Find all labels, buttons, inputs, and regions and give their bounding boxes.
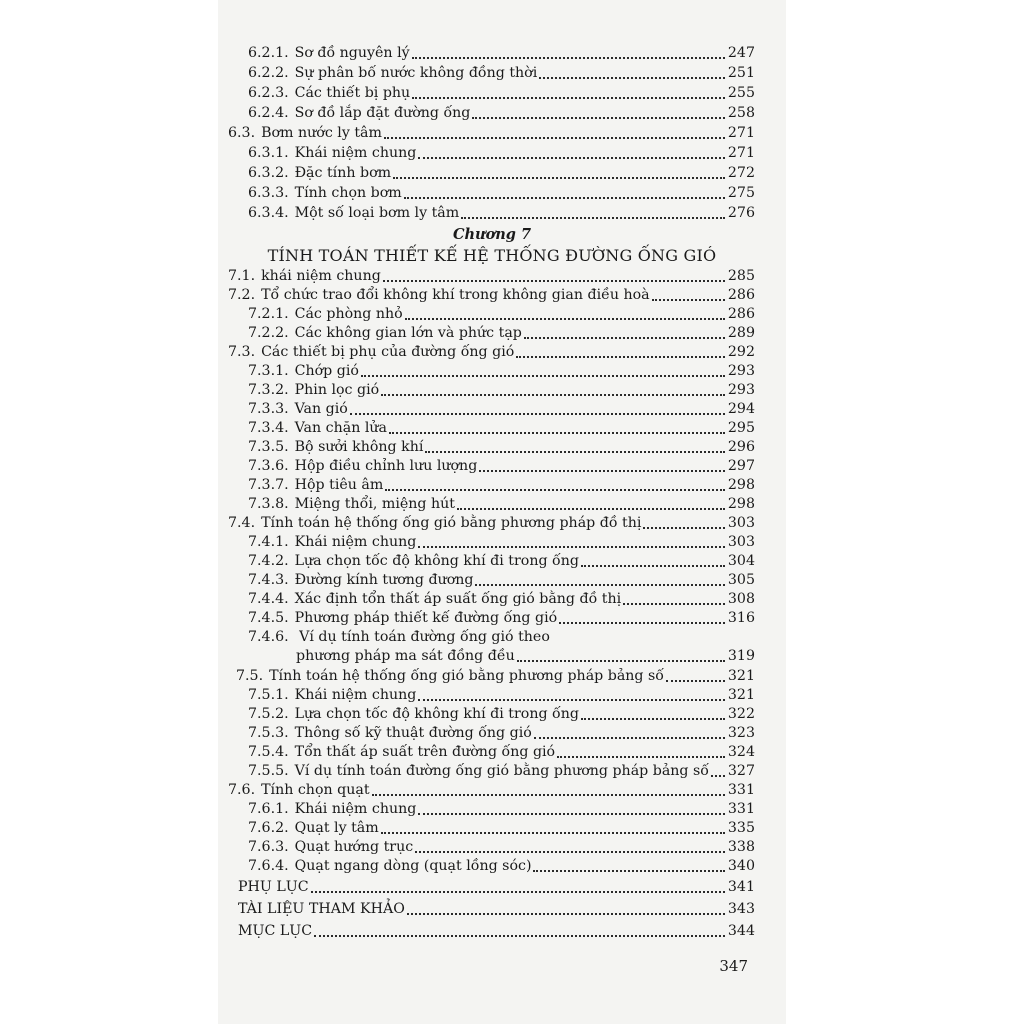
toc-title: Đường kính tương đương [294,572,474,588]
toc-title: Đặc tính bơm [294,165,392,181]
leader-dots [418,143,725,159]
toc-page: 285 [727,268,755,284]
toc-title: phương pháp ma sát đồng đều [296,648,515,664]
leader-dots [405,304,725,320]
toc-entry [248,44,755,62]
leader-dots [381,818,725,834]
toc-page: 308 [727,591,755,607]
toc-number: 6.2.3. [248,85,289,101]
toc-page: 296 [727,439,755,455]
toc-title: TÀI LIỆU THAM KHẢO [238,901,405,917]
leader-dots [517,646,725,662]
toc-title: Các không gian lớn và phức tạp [294,325,522,341]
leader-dots [472,103,725,119]
toc-entry [248,204,755,222]
toc-entry [248,686,755,704]
toc-page: 331 [727,801,755,817]
toc-number: 7.4.4. [248,591,289,607]
toc-page: 331 [727,782,755,798]
leader-dots [384,123,725,139]
toc-page: 286 [727,306,755,322]
toc-entry [248,184,755,202]
toc-number: 6.3.2. [248,165,289,181]
leader-dots [418,685,725,701]
toc-entry [228,343,755,361]
toc-page: 293 [727,382,755,398]
toc-title: PHỤ LỤC [238,879,309,895]
toc-page: 327 [727,763,755,779]
toc-number: 7.5.3. [248,725,289,741]
leader-dots [534,723,725,739]
toc-title: Một số loại bơm ly tâm [294,205,460,221]
toc-number: 7.6.4. [248,858,289,874]
toc-page: 303 [727,534,755,550]
toc-number: 7.3.8. [248,496,289,512]
toc-page: 304 [727,553,755,569]
toc-entry [248,84,755,102]
toc-title: Bơm nước ly tâm [261,125,382,141]
toc-title: Các phòng nhỏ [294,306,403,322]
toc-page: 341 [727,879,755,895]
toc-entry [248,609,755,627]
toc-number: 6.3.4. [248,205,289,221]
leader-dots [412,43,725,59]
toc-entry [228,267,755,285]
toc-number: 7.5.4. [248,744,289,760]
toc-title: Thông số kỹ thuật đường ống gió [294,725,532,741]
leader-dots [475,570,725,586]
toc-entry [248,476,755,494]
toc-page: 294 [727,401,755,417]
toc-entry-wrapped-line2 [296,647,755,665]
toc-title: Chớp gió [294,363,359,379]
toc-page: 322 [727,706,755,722]
toc-page: 344 [727,923,755,939]
toc-number: 6.3.1. [248,145,289,161]
toc-page: 255 [727,85,755,101]
toc-number: 7.4. [228,515,256,531]
toc-entry [248,552,755,570]
toc-entry [248,400,755,418]
toc-entry [248,104,755,122]
toc-page: 289 [727,325,755,341]
toc-entry-appendix [238,878,755,896]
toc-entry [248,381,755,399]
toc-title: Khái niệm chung [294,145,417,161]
toc-page: 298 [727,496,755,512]
toc-entry [248,571,755,589]
toc-title: Van chặn lửa [294,420,387,436]
toc-number: 6.3. [228,125,256,141]
toc-title: MỤC LỤC [238,923,313,939]
toc-number: 7.6. [228,782,256,798]
toc-number: 7.3. [228,344,256,360]
leader-dots [311,877,725,893]
leader-dots [381,380,725,396]
leader-dots [643,513,725,529]
toc-entry [248,419,755,437]
toc-number: 7.3.5. [248,439,289,455]
leader-dots [479,456,725,472]
toc-entry [228,286,755,304]
leader-dots [404,183,725,199]
toc-number: 7.4.6. [248,629,289,645]
toc-title: Quạt ngang dòng (quạt lồng sóc) [294,858,532,874]
leader-dots [361,361,725,377]
toc-title: Bộ sưởi không khí [294,439,424,455]
leader-dots [533,856,725,872]
toc-title: Hộp điều chỉnh lưu lượng [294,458,478,474]
toc-entry-references [238,900,755,918]
toc-entry [248,438,755,456]
chapter-label: Chương 7 [452,226,532,243]
toc-number: 7.2.1. [248,306,289,322]
toc-entry [228,514,755,532]
toc-number: 6.2.4. [248,105,289,121]
leader-dots [350,399,725,415]
leader-dots [372,780,725,796]
toc-number: 7.6.1. [248,801,289,817]
toc-page: 251 [727,65,755,81]
toc-number: 7.3.1. [248,363,289,379]
toc-entry [248,838,755,856]
toc-number: 6.2.2. [248,65,289,81]
toc-title: Khái niệm chung [294,801,417,817]
toc-entry [248,457,755,475]
leader-dots [412,83,725,99]
toc-entry [248,800,755,818]
leader-dots [418,799,725,815]
toc-number: 7.3.2. [248,382,289,398]
toc-page: 298 [727,477,755,493]
toc-page: 321 [727,687,755,703]
toc-number: 7.2. [228,287,256,303]
toc-page: 271 [727,125,755,141]
toc-entry [248,743,755,761]
chapter-title: TÍNH TOÁN THIẾT KẾ HỆ THỐNG ĐƯỜNG ỐNG GIÓ [267,246,717,265]
toc-title: Phin lọc gió [294,382,380,398]
toc-title: Tính chọn quạt [261,782,370,798]
leader-dots [516,342,725,358]
toc-title: Tính chọn bơm [294,185,402,201]
toc-title: Phương pháp thiết kế đường ống gió [294,610,558,626]
leader-dots [425,437,725,453]
toc-number: 7.1. [228,268,256,284]
toc-page: 343 [727,901,755,917]
toc-number: 6.3.3. [248,185,289,201]
toc-page: 316 [727,610,755,626]
toc-number: 6.2.1. [248,45,289,61]
leader-dots [314,921,725,937]
toc-title: Lựa chọn tốc độ không khí đi trong ống [294,706,579,722]
toc-entry [248,305,755,323]
toc-title: Tổn thất áp suất trên đường ống gió [294,744,556,760]
toc-title: Quạt hướng trục [294,839,414,855]
toc-page: 297 [727,458,755,474]
toc-title: Quạt ly tâm [294,820,379,836]
toc-page: 335 [727,820,755,836]
toc-number: 7.4.1. [248,534,289,550]
toc-number: 7.4.2. [248,553,289,569]
toc-entry [228,124,755,142]
toc-page: 271 [727,145,755,161]
toc-page: 275 [727,185,755,201]
toc-title: Khái niệm chung [294,687,417,703]
toc-title: Ví dụ tính toán đường ống gió theo [299,629,550,645]
toc-title: Hộp tiêu âm [294,477,384,493]
toc-number: 7.2.2. [248,325,289,341]
toc-title: khái niệm chung [261,268,381,284]
toc-title: Tính toán hệ thống ống gió bằng phương pháp đồ thị [261,515,642,531]
toc-page: 272 [727,165,755,181]
toc-title: Các thiết bị phụ của đường ống gió [261,344,515,360]
leader-dots [666,666,725,682]
toc-title: Van gió [294,401,348,417]
toc-entry [248,857,755,875]
toc-page: 338 [727,839,755,855]
toc-number: 7.6.3. [248,839,289,855]
toc-entry [248,144,755,162]
toc-page: 258 [727,105,755,121]
leader-dots [415,837,725,853]
toc-title: Tính toán hệ thống ống gió bằng phương pháp bảng số [269,668,664,684]
toc-page: 305 [727,572,755,588]
toc-entry [248,819,755,837]
toc-title: Sơ đồ lắp đặt đường ống [294,105,471,121]
leader-dots [457,494,725,510]
toc-number: 7.5.5. [248,763,289,779]
toc-number: 7.3.3. [248,401,289,417]
toc-title: Khái niệm chung [294,534,417,550]
toc-entry-wrapped-line1 [248,628,755,646]
toc-entry-contents [238,922,755,940]
leader-dots [407,899,725,915]
leader-dots [581,551,725,567]
toc-entry [248,64,755,82]
toc-page: 276 [727,205,755,221]
toc-number: 7.5.2. [248,706,289,722]
toc-page: 295 [727,420,755,436]
toc-title: Các thiết bị phụ [294,85,411,101]
toc-page: 321 [727,668,755,684]
toc-page: 323 [727,725,755,741]
toc-entry [248,762,755,780]
toc-page: 292 [727,344,755,360]
toc-number: 7.4.5. [248,610,289,626]
leader-dots [524,323,725,339]
toc-title: Ví dụ tính toán đường ống gió bằng phương pháp bảng số [294,763,709,779]
leader-dots [711,761,725,777]
toc-number: 7.4.3. [248,572,289,588]
toc-entry [228,781,755,799]
leader-dots [389,418,725,434]
leader-dots [581,704,725,720]
leader-dots [385,475,725,491]
toc-title: Sự phân bố nước không đồng thời [294,65,538,81]
leader-dots [623,589,725,605]
page-number: 347 [719,957,748,975]
leader-dots [557,742,725,758]
toc-entry [248,324,755,342]
leader-dots [652,285,725,301]
toc-entry [248,705,755,723]
toc-number: 7.6.2. [248,820,289,836]
toc-page: 319 [727,648,755,664]
toc-entry [248,495,755,513]
toc-number: 7.3.7. [248,477,289,493]
leader-dots [461,203,725,219]
toc-entry [248,724,755,742]
toc-entry [236,667,755,685]
toc-number: 7.3.4. [248,420,289,436]
leader-dots [393,163,725,179]
toc-title: Tổ chức trao đổi không khí trong không gian điều hoà [261,287,650,303]
toc-page: 286 [727,287,755,303]
toc-page: 324 [727,744,755,760]
toc-page: 303 [727,515,755,531]
toc-title: Xác định tổn thất áp suất ống gió bằng đồ thị [294,591,622,607]
toc-number: 7.5.1. [248,687,289,703]
toc-title: Miệng thổi, miệng hút [294,496,455,512]
leader-dots [383,266,725,282]
toc-title: Lựa chọn tốc độ không khí đi trong ống [294,553,579,569]
toc-entry [248,362,755,380]
toc-page: 293 [727,363,755,379]
toc-page: 247 [727,45,755,61]
leader-dots [559,608,725,624]
toc-number: 7.5. [236,668,264,684]
toc-entry [248,164,755,182]
leader-dots [418,532,725,548]
leader-dots [539,63,725,79]
toc-page: 340 [727,858,755,874]
toc-title: Sơ đồ nguyên lý [294,45,410,61]
toc-number: 7.3.6. [248,458,289,474]
toc-entry [248,533,755,551]
toc-entry [248,590,755,608]
